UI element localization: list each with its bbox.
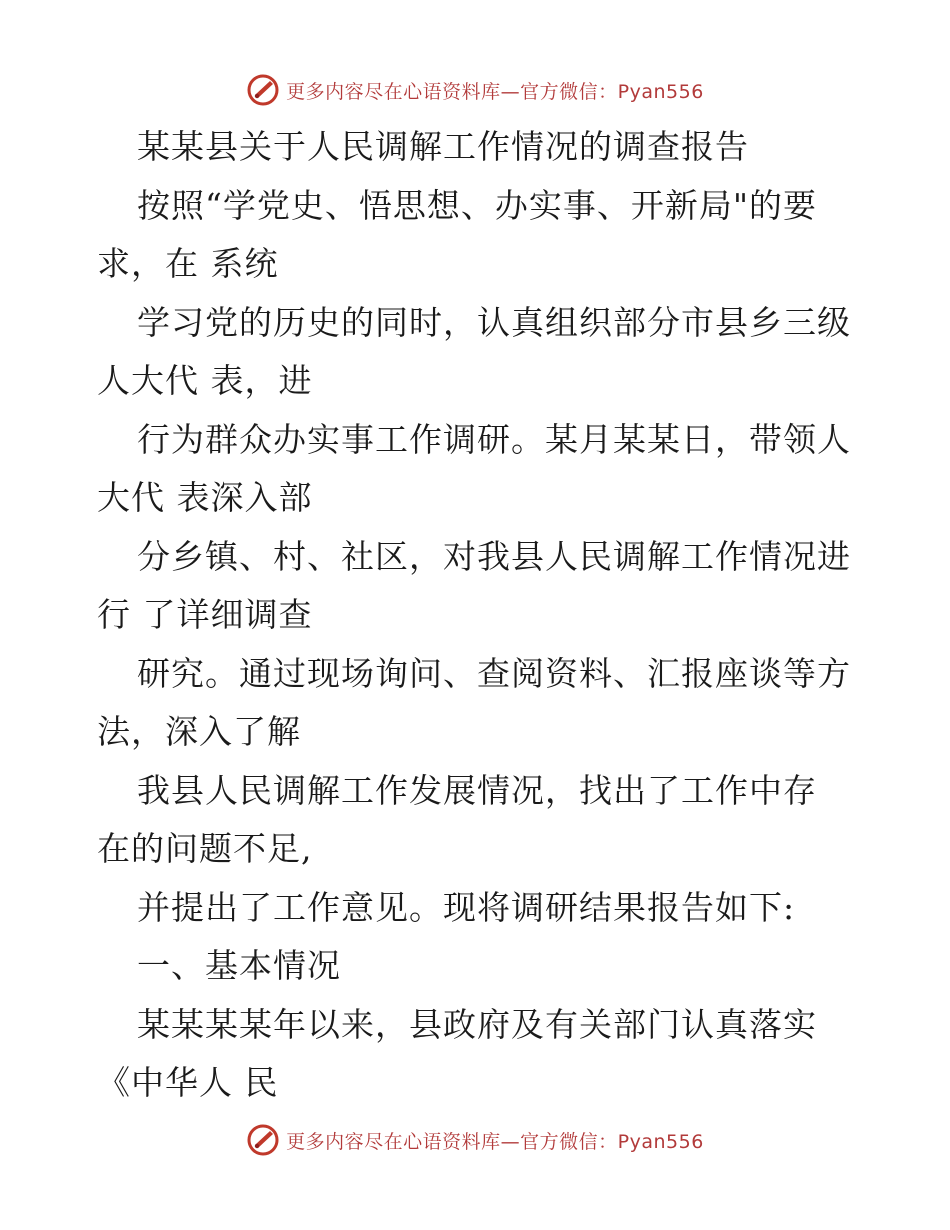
paragraph-line: 求，在 系统 xyxy=(97,244,279,283)
paragraph-line: 行 了详细调查 xyxy=(97,595,313,634)
paragraph-line: 某某某某年以来，县政府及有关部门认真落实 xyxy=(137,1004,817,1044)
banner-text: 更多内容尽在心语资料库—官方微信：Pyan556 xyxy=(286,80,704,103)
paragraph-line: 《中华人 民 xyxy=(97,1063,279,1102)
banner-text: 更多内容尽在心语资料库—官方微信：Pyan556 xyxy=(286,1130,704,1153)
header-watermark-banner xyxy=(0,68,950,112)
document-body xyxy=(97,118,857,1113)
paragraph-line: 并提出了工作意见。现将调研结果报告如下: xyxy=(137,887,796,927)
paragraph-line: 行为群众办实事工作调研。某月某某日，带领人 xyxy=(137,419,851,459)
paragraph-line: 按照“学党史、悟思想、办实事、开新局"的要 xyxy=(137,185,818,225)
paragraph-line: 分乡镇、村、社区，对我县人民调解工作情况进 xyxy=(137,536,851,576)
brand-logo-icon xyxy=(246,73,280,107)
section-heading: 一、基本情况 xyxy=(137,946,341,985)
paragraph-line: 法，深入了解 xyxy=(97,712,301,751)
paragraph-line: 大代 表深入部 xyxy=(97,478,313,517)
paragraph-line: 在的问题不足, xyxy=(97,829,313,868)
paragraph-line: 研究。通过现场询问、查阅资料、汇报座谈等方 xyxy=(137,653,851,693)
paragraph-line: 人大代 表，进 xyxy=(97,361,313,400)
footer-watermark-banner xyxy=(0,1118,950,1162)
document-title: 某某县关于人民调解工作情况的调查报告 xyxy=(137,127,749,166)
paragraph-line: 学习党的历史的同时，认真组织部分市县乡三级 xyxy=(137,302,851,342)
paragraph-line: 我县人民调解工作发展情况，找出了工作中存 xyxy=(137,770,817,810)
brand-logo-icon xyxy=(246,1123,280,1157)
